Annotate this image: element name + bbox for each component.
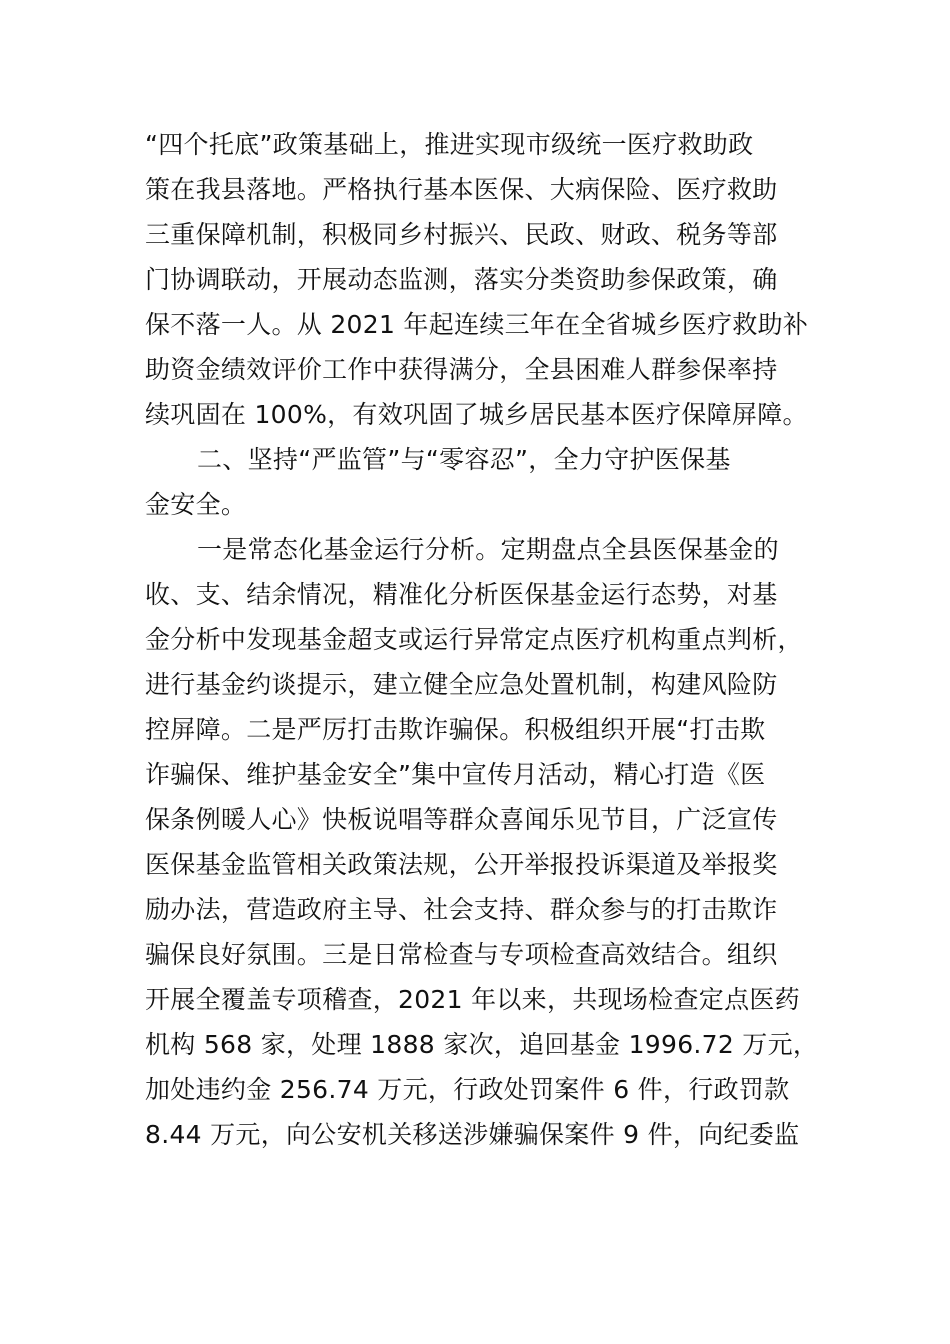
text-line: 保条例暖人心》快板说唱等群众喜闻乐见节目，广泛宣传	[145, 805, 778, 834]
text-line: 医保基金监管相关政策法规，公开举报投诉渠道及举报奖	[145, 850, 778, 879]
text-line: 控屏障。二是严厉打击欺诈骗保。积极组织开展“打击欺	[145, 715, 766, 744]
text-line: 金分析中发现基金超支或运行异常定点医疗机构重点判析，	[145, 625, 803, 654]
paragraph-start: 一是常态化基金运行分析。定期盘点全县医保基金的	[197, 535, 779, 564]
text-line: 续巩固在 100%，有效巩固了城乡居民基本医疗保障屏障。	[145, 400, 808, 429]
text-line: 8.44 万元，向公安机关移送涉嫌骗保案件 9 件，向纪委监	[145, 1120, 800, 1149]
text-line: 策在我县落地。严格执行基本医保、大病保险、医疗救助	[145, 175, 778, 204]
section-heading-continued: 金安全。	[145, 490, 247, 519]
text-line: 保不落一人。从 2021 年起连续三年在全省城乡医疗救助补	[145, 310, 809, 339]
text-line: 三重保障机制，积极同乡村振兴、民政、财政、税务等部	[145, 220, 778, 249]
text-line: “四个托底”政策基础上，推进实现市级统一医疗救助政	[145, 130, 754, 159]
text-line: 加处违约金 256.74 万元，行政处罚案件 6 件，行政罚款	[145, 1075, 790, 1104]
document-body	[145, 122, 825, 1157]
text-line: 骗保良好氛围。三是日常检查与专项检查高效结合。组织	[145, 940, 778, 969]
text-line: 收、支、结余情况，精准化分析医保基金运行态势，对基	[145, 580, 778, 609]
text-line: 开展全覆盖专项稽查，2021 年以来，共现场检查定点医药	[145, 985, 800, 1014]
text-line: 门协调联动，开展动态监测，落实分类资助参保政策，确	[145, 265, 778, 294]
section-heading: 二、坚持“严监管”与“零容忍”，全力守护医保基	[197, 445, 731, 474]
text-line: 诈骗保、维护基金安全”集中宣传月活动，精心打造《医	[145, 760, 766, 789]
text-line: 助资金绩效评价工作中获得满分，全县困难人群参保率持	[145, 355, 778, 384]
text-line: 进行基金约谈提示，建立健全应急处置机制，构建风险防	[145, 670, 778, 699]
text-line: 机构 568 家，处理 1888 家次，追回基金 1996.72 万元，	[145, 1030, 819, 1059]
text-line: 励办法，营造政府主导、社会支持、群众参与的打击欺诈	[145, 895, 778, 924]
